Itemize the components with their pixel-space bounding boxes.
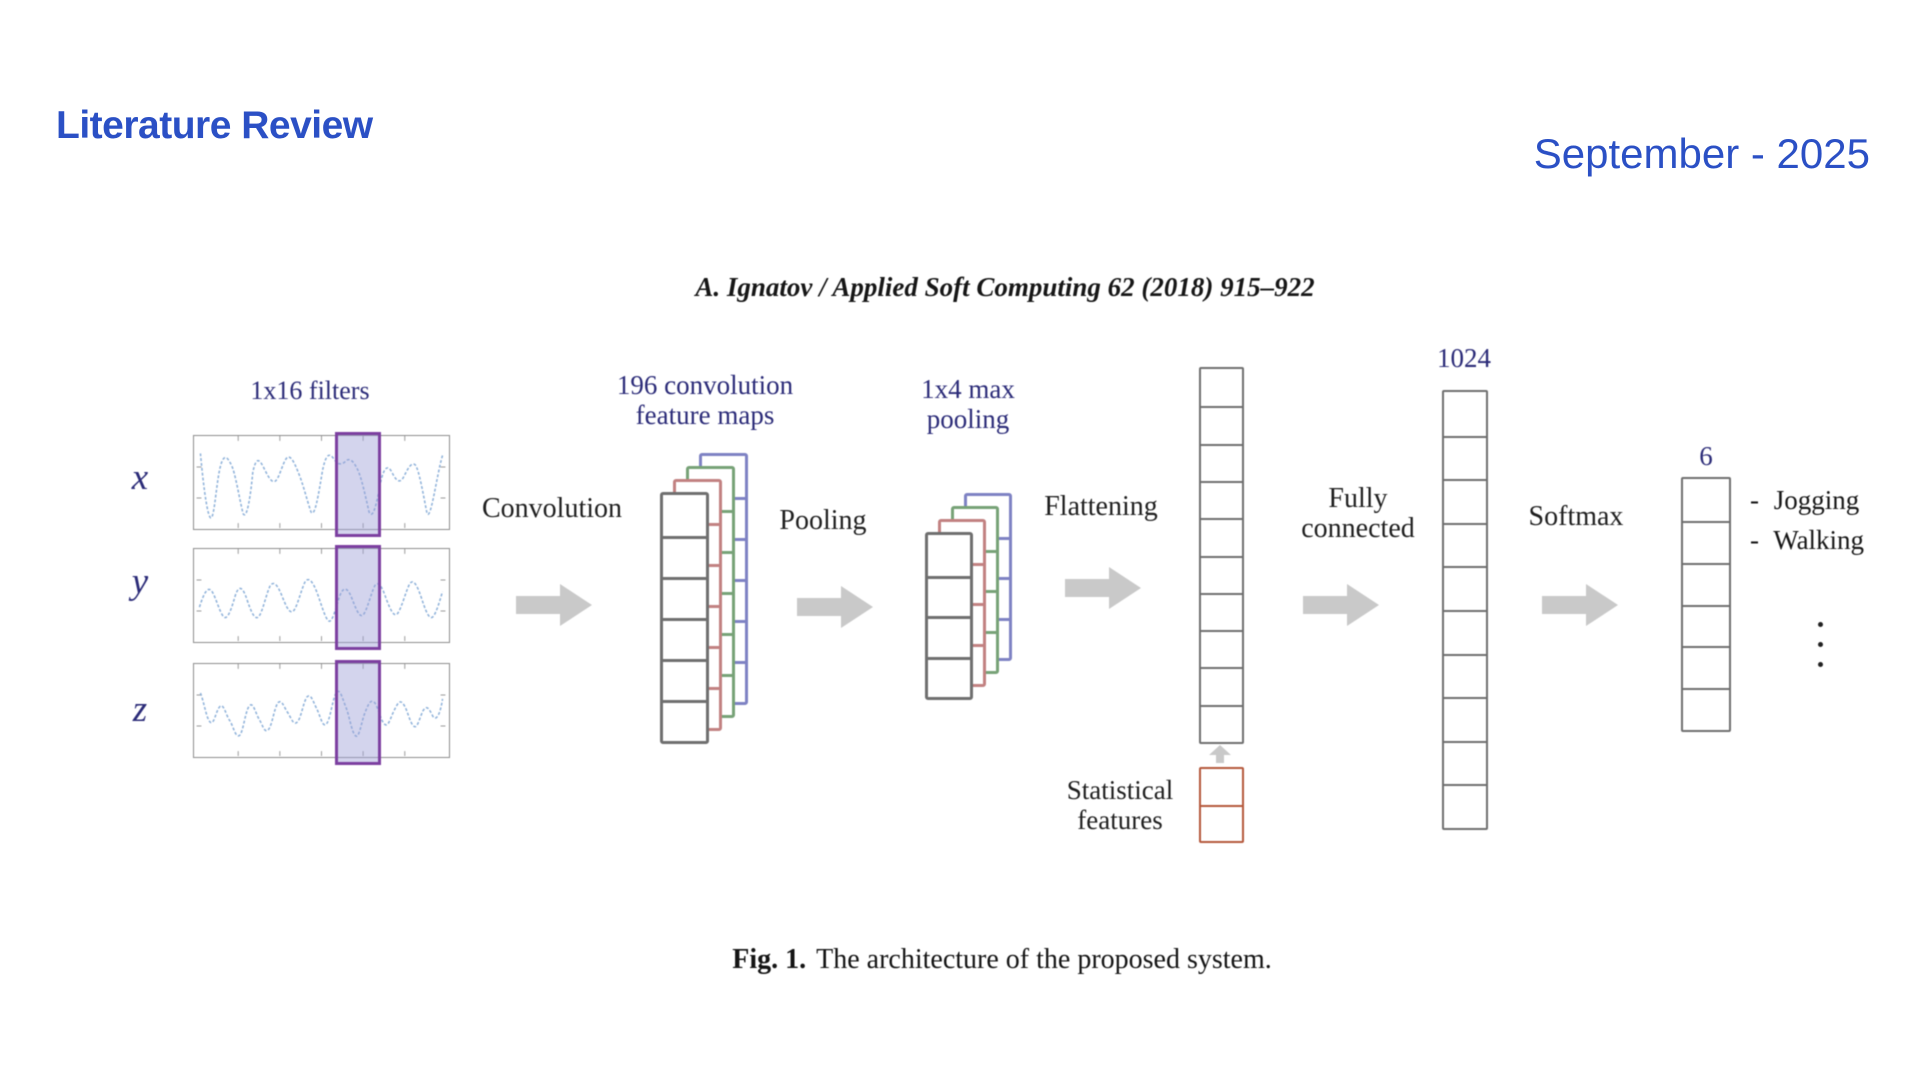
statistical-label-line1: Statistical	[1066, 775, 1174, 805]
fc-size-label: 1024	[1437, 343, 1491, 373]
cell-divider	[1682, 688, 1730, 690]
softmax-label: Softmax	[1528, 501, 1624, 532]
cell-divider	[1443, 610, 1487, 612]
cell-divider	[927, 576, 971, 579]
feature-maps-label-line1: 196 convolution	[616, 370, 794, 400]
figure-caption	[602, 944, 1402, 976]
signal-waveform-z	[194, 664, 448, 756]
filter-window-highlight	[335, 660, 381, 765]
feature-maps-label-line2: feature maps	[635, 400, 775, 430]
signal-plot-x	[193, 435, 450, 530]
arrow-up-icon	[1209, 745, 1231, 763]
cell-divider	[1200, 481, 1243, 483]
cell-divider	[1200, 444, 1243, 446]
arrow-right-icon	[1065, 565, 1143, 611]
cell-divider	[1682, 521, 1730, 523]
cell-divider	[927, 657, 971, 660]
ellipsis-dots	[1818, 622, 1823, 667]
cell-divider	[1200, 593, 1243, 595]
arrow-right-icon	[1542, 582, 1620, 628]
max-pooling-label-line1: 1x4 max	[921, 374, 1015, 404]
statistical-label-line2: features	[1077, 805, 1163, 835]
pooled-column-front	[925, 532, 973, 700]
output-layer-column	[1681, 477, 1731, 732]
flattening-label: Flattening	[1044, 491, 1158, 522]
cell-divider	[662, 577, 707, 580]
cell-divider	[1443, 479, 1487, 481]
cell-divider	[1200, 705, 1243, 707]
cell-divider	[1200, 556, 1243, 558]
signal-waveform-x	[194, 436, 448, 528]
cell-divider	[662, 618, 707, 621]
cell-divider	[1443, 654, 1487, 656]
signal-y-label: y	[131, 561, 149, 602]
class-label-jogging: - Jogging	[1750, 485, 1860, 515]
cell-divider	[1443, 566, 1487, 568]
slide-date: September - 2025	[1533, 130, 1870, 177]
max-pooling-label-line2: pooling	[926, 404, 1010, 434]
output-size-label: 6	[1699, 441, 1713, 471]
cell-divider	[1682, 646, 1730, 648]
cell-divider	[1443, 697, 1487, 699]
figure-caption-number: Fig. 1.	[732, 944, 807, 975]
cell-divider	[1682, 605, 1730, 607]
paper-citation: A. Ignatov / Applied Soft Computing 62 (2018) 915–922	[695, 272, 1315, 302]
fully-connected-label-line1: Fully	[1328, 483, 1388, 514]
convolution-label: Convolution	[481, 493, 622, 524]
cell-divider	[662, 700, 707, 703]
fc-layer-column	[1442, 390, 1488, 830]
signal-plot-y	[193, 548, 450, 643]
signal-waveform-y	[194, 549, 448, 641]
arrow-right-icon	[797, 584, 875, 630]
figure-caption-text: The architecture of the proposed system.	[816, 944, 1272, 975]
cell-divider	[1200, 518, 1243, 520]
cell-divider	[1443, 784, 1487, 786]
cell-divider	[927, 616, 971, 619]
cell-divider	[1682, 563, 1730, 565]
arrow-right-icon	[1303, 582, 1381, 628]
cell-divider	[1443, 436, 1487, 438]
filter-window-highlight	[335, 545, 381, 650]
cell-divider	[1443, 741, 1487, 743]
pooling-label: Pooling	[779, 505, 867, 536]
page-title: Literature Review	[56, 104, 373, 147]
signal-plot-z	[193, 663, 450, 758]
filters-label: 1x16 filters	[250, 376, 370, 405]
signal-z-label: z	[132, 689, 148, 730]
cell-divider	[662, 536, 707, 539]
fully-connected-label-line2: connected	[1301, 513, 1415, 544]
feature-map-column-front	[660, 492, 709, 744]
cell-divider	[662, 659, 707, 662]
signal-x-label: x	[131, 457, 149, 498]
flattened-vector-column	[1199, 367, 1244, 744]
cell-divider	[1200, 630, 1243, 632]
class-label-walking: - Walking	[1750, 525, 1865, 555]
filter-window-highlight	[335, 432, 381, 537]
cell-divider	[1200, 406, 1243, 408]
arrow-right-icon	[516, 582, 594, 628]
cell-divider	[1200, 667, 1243, 669]
